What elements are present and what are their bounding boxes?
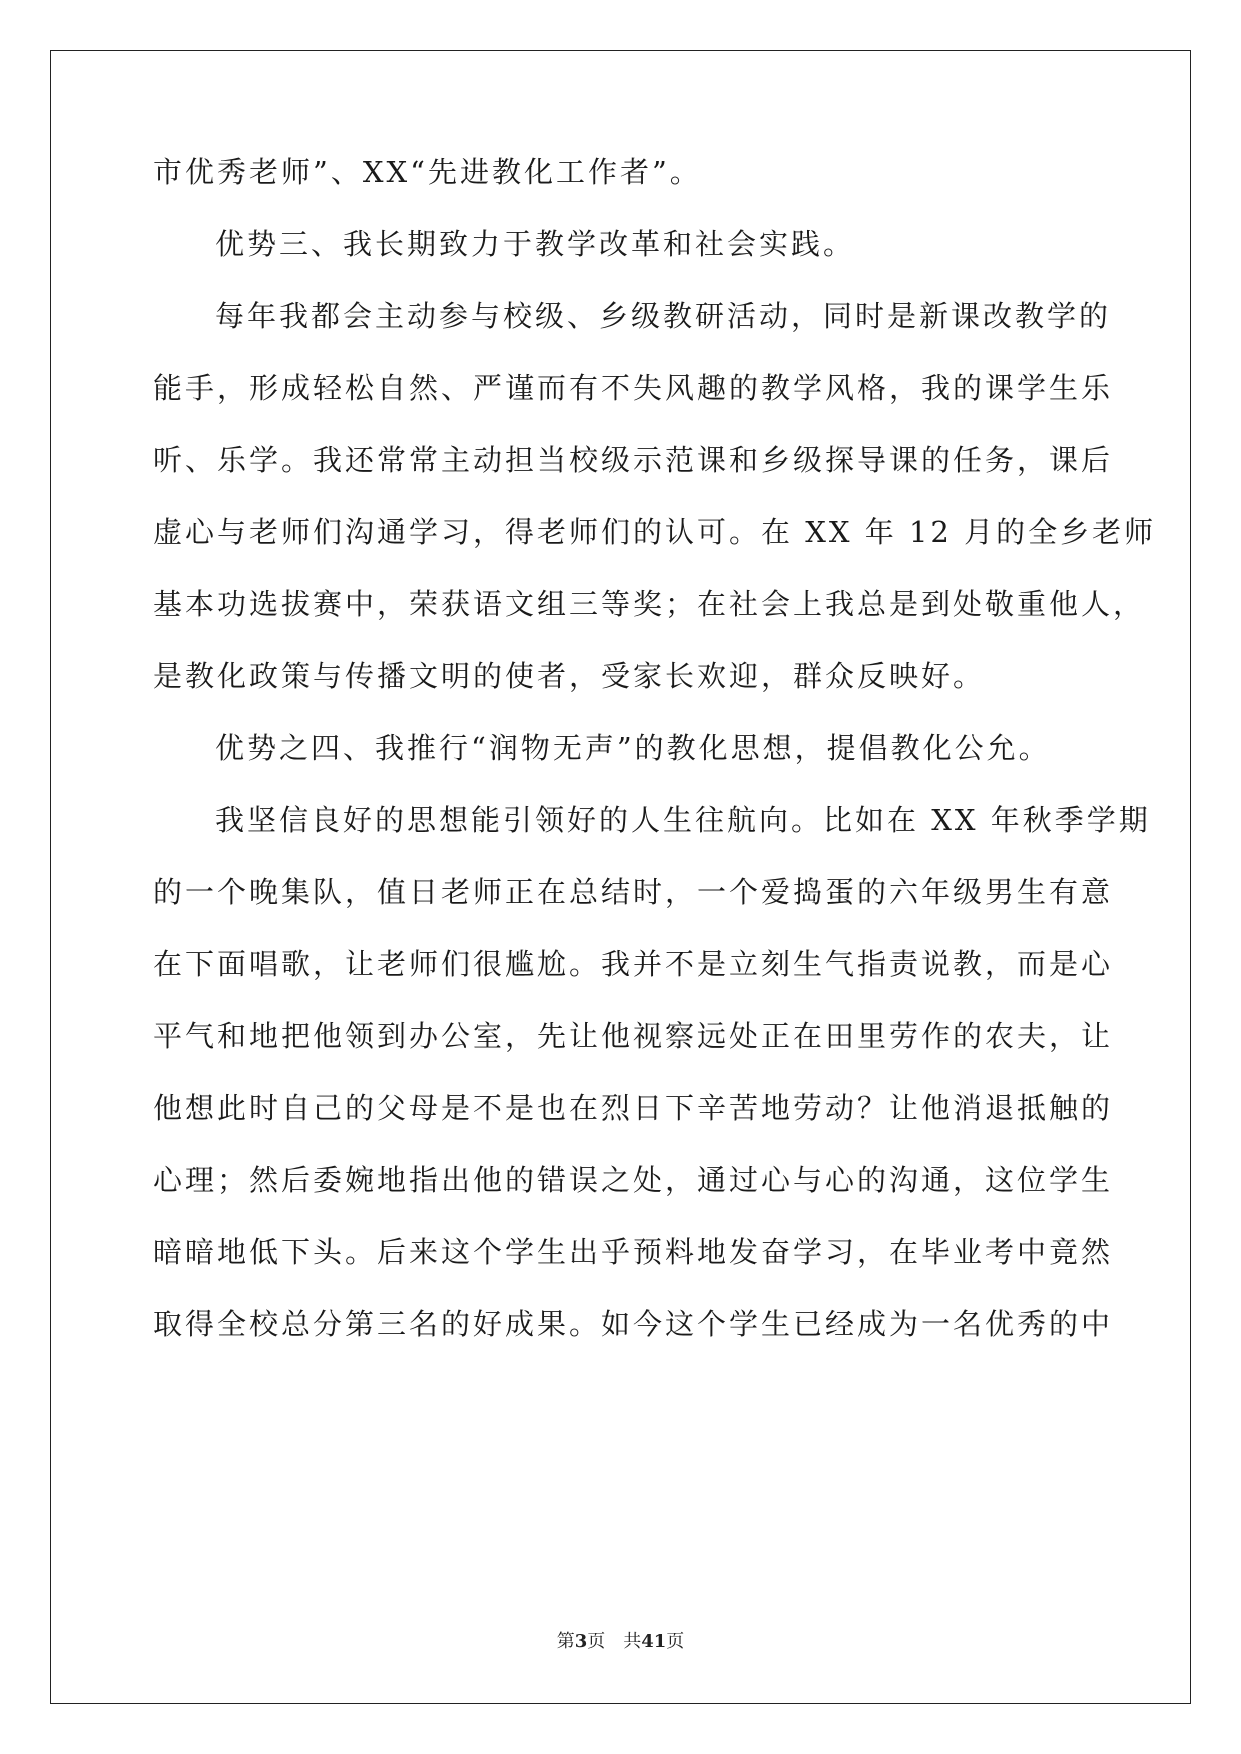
text-line-4: 能手，形成轻松自然、严谨而有不失风趣的教学风格，我的课学生乐 <box>153 371 1114 405</box>
text-line-5: 听、乐学。我还常常主动担当校级示范课和乡级探导课的任务，课后 <box>153 443 1114 477</box>
text-line-3: 每年我都会主动参与校级、乡级教研活动，同时是新课改教学的 <box>215 299 1112 333</box>
text-line-14: 他想此时自己的父母是不是也在烈日下辛苦地劳动？让他消退抵触的 <box>153 1091 1114 1125</box>
text-line-8: 是教化政策与传播文明的使者，受家长欢迎，群众反映好。 <box>153 659 986 693</box>
page-number-current: 3 <box>574 1631 588 1652</box>
text-line-12: 在下面唱歌，让老师们很尴尬。我并不是立刻生气指责说教，而是心 <box>153 947 1114 981</box>
text-line-17: 取得全校总分第三名的好成果。如今这个学生已经成为一名优秀的中 <box>153 1307 1114 1341</box>
text-line-10: 我坚信良好的思想能引领好的人生往航向。比如在 XX 年秋季学期 <box>215 803 1151 837</box>
text-line-11: 的一个晚集队，值日老师正在总结时，一个爱捣蛋的六年级男生有意 <box>153 875 1114 909</box>
text-line-1: 市优秀老师”、XX“先进教化工作者”。 <box>153 155 702 189</box>
text-line-9: 优势之四、我推行“润物无声”的教化思想，提倡教化公允。 <box>215 731 1051 765</box>
page-total-unit: 页 <box>666 1631 685 1652</box>
text-line-7: 基本功选拔赛中，荣获语文组三等奖；在社会上我总是到处敬重他人， <box>153 587 1146 621</box>
text-line-2: 优势三、我长期致力于教学改革和社会实践。 <box>215 227 856 261</box>
text-line-16: 暗暗地低下头。后来这个学生出乎预料地发奋学习，在毕业考中竟然 <box>153 1235 1114 1269</box>
text-line-6: 虚心与老师们沟通学习，得老师们的认可。在 XX 年 12 月的全乡老师 <box>153 515 1157 549</box>
page-number-total: 41 <box>641 1631 667 1652</box>
page-total-prefix: 共 <box>623 1631 642 1652</box>
page-number-prefix: 第 <box>556 1631 575 1652</box>
page-number-unit: 页 <box>587 1631 606 1652</box>
text-line-13: 平气和地把他领到办公室，先让他视察远处正在田里劳作的农夫，让 <box>153 1019 1114 1053</box>
text-line-15: 心理；然后委婉地指出他的错误之处，通过心与心的沟通，这位学生 <box>153 1163 1114 1197</box>
page-footer <box>0 1630 1241 1654</box>
